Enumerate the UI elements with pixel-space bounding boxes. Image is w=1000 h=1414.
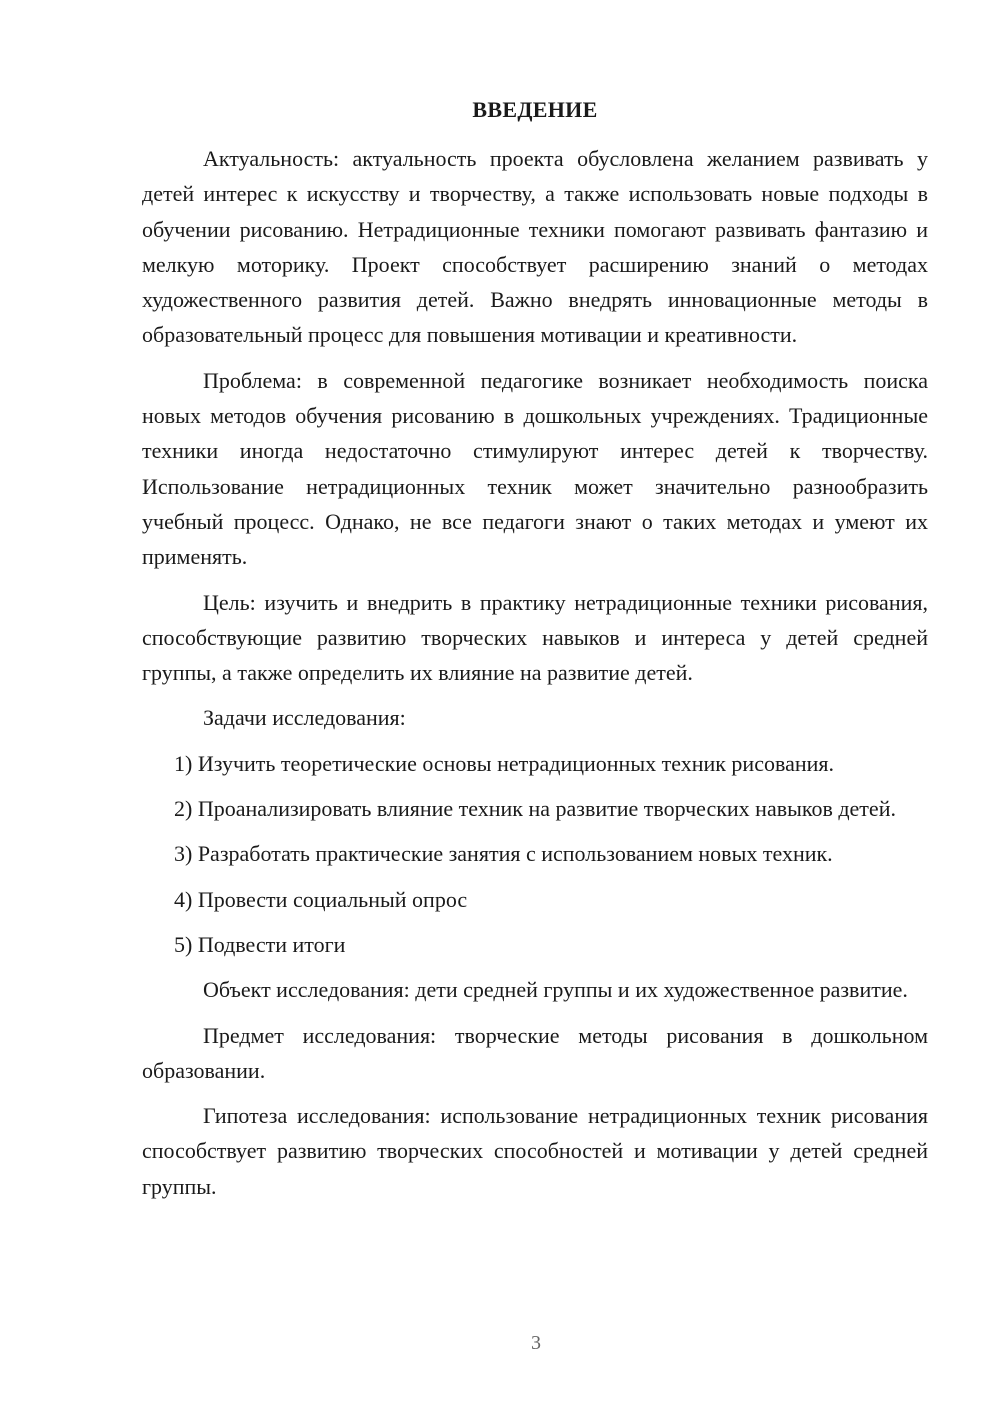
task-item: 5) Подвести итоги bbox=[174, 931, 346, 957]
task-item: 2) Проанализировать влияние техник на развитие творческих навыков детей. bbox=[174, 796, 896, 822]
paragraph-subject: Предмет исследования: творческие методы рисования в дошкольном образовании. bbox=[142, 1022, 928, 1083]
page-number: 3 bbox=[531, 1332, 541, 1354]
tasks-heading: Задачи исследования: bbox=[203, 705, 406, 731]
tasks-list bbox=[142, 746, 928, 962]
paragraph-object: Объект исследования: дети средней группы и их художественное развитие. bbox=[203, 977, 908, 1003]
section-title: ВВЕДЕНИЕ bbox=[472, 97, 598, 122]
paragraph-hypothesis: Гипотеза исследования: использование нетрадиционных техник рисования способствует развитию творческих способностей и мотивации у детей средней группы. bbox=[142, 1103, 928, 1199]
document-page bbox=[142, 92, 928, 1214]
task-item: 3) Разработать практические занятия с использованием новых техник. bbox=[174, 841, 833, 867]
paragraph-relevance: Актуальность: актуальность проекта обусловлена желанием развивать у детей интерес к искусству и творчеству, а также использовать новые подходы в обучении рисованию. Нетрадиционные техники помогают развивать фантазию и мелкую моторику. Проект способствует расширению знаний о методах художественного развития детей. Важно внедрять инновационные методы в образовательный процесс для повышения мотивации и креативности. bbox=[142, 146, 928, 348]
task-item: 4) Провести социальный опрос bbox=[174, 886, 468, 912]
paragraph-goal: Цель: изучить и внедрить в практику нетрадиционные техники рисования, способствующие развитию творческих навыков и интереса у детей средней группы, а также определить их влияние на развитие детей. bbox=[142, 589, 928, 686]
task-item: 1) Изучить теоретические основы нетрадиционных техник рисования. bbox=[174, 750, 834, 776]
paragraph-problem: Проблема: в современной педагогике возникает необходимость поиска новых методов обучения рисованию в дошкольных учреждениях. Традиционные техники иногда недостаточно стимулируют интерес детей к творчеству. Использование нетрадиционных техник может значительно разнообразить учебный процесс. Однако, не все педагоги знают о таких методах и умеют их применять. bbox=[142, 367, 928, 570]
